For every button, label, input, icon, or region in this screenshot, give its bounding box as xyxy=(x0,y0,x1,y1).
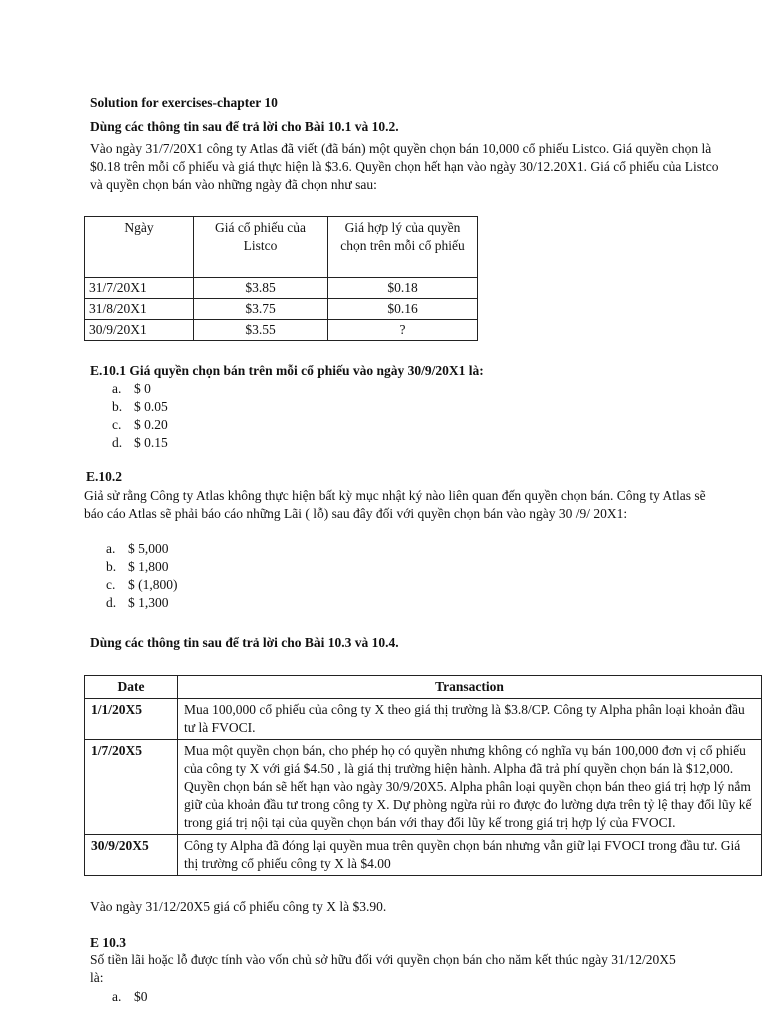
table-cell: $0.16 xyxy=(328,299,478,320)
option-item xyxy=(112,380,168,398)
option-text: $ 1,800 xyxy=(128,559,169,574)
table-row xyxy=(85,699,762,740)
option-text: $ 0.05 xyxy=(134,399,168,414)
question-10-2-options xyxy=(106,540,178,612)
option-letter: a. xyxy=(112,381,122,396)
table-cell: $3.85 xyxy=(194,278,328,299)
header-cell: Ngày xyxy=(85,217,194,278)
option-text: $ 0 xyxy=(134,381,151,396)
option-text: $ 1,300 xyxy=(128,595,169,610)
option-item xyxy=(112,988,148,1006)
transaction-table xyxy=(84,675,762,876)
option-text: $ 0.15 xyxy=(134,435,168,450)
option-letter: c. xyxy=(112,417,122,432)
header-cell: Giá cổ phiếu của Listco xyxy=(194,217,328,278)
question-10-3-title: E 10.3 xyxy=(90,935,127,950)
option-item xyxy=(106,594,178,612)
option-text: $ 0.20 xyxy=(134,417,168,432)
option-item xyxy=(112,398,168,416)
document-title: Solution for exercises-chapter 10 xyxy=(90,95,278,110)
option-item xyxy=(112,416,168,434)
option-letter: c. xyxy=(106,577,116,592)
table-cell: $0.18 xyxy=(328,278,478,299)
transaction-cell: Mua 100,000 cổ phiếu của công ty X theo giá thị trường là $3.8/CP. Công ty Alpha phân loại khoản đầu tư là FVOCI. xyxy=(178,699,762,740)
section-heading-2: Dùng các thông tin sau để trả lời cho Bài 10.3 và 10.4. xyxy=(90,635,399,650)
question-10-1-title: E.10.1 Giá quyền chọn bán trên mỗi cổ phiếu vào ngày 30/9/20X1 là: xyxy=(90,363,484,378)
intro-paragraph: Vào ngày 31/7/20X1 công ty Atlas đã viết (đã bán) một quyền chọn bán 10,000 cổ phiếu Listco. Giá quyền chọn là $0.18 trên mỗi cổ phiếu và giá thực hiện là $3.6. Quyền chọn hết hạn vào ngày 30/12.20X1. Giá cổ phiếu của Listco và quyền chọn bán vào những ngày đã chọn như sau: xyxy=(90,141,719,192)
option-letter: a. xyxy=(112,989,122,1004)
option-letter: b. xyxy=(112,399,123,414)
stock-price-table xyxy=(84,216,478,341)
transaction-cell: Công ty Alpha đã đóng lại quyền mua trên quyền chọn bán nhưng vẫn giữ lại FVOCI trong đầu tư. Giá thị trường cổ phiếu công ty X là $4.00 xyxy=(178,835,762,876)
option-letter: d. xyxy=(112,435,123,450)
question-10-2-title: E.10.2 xyxy=(86,469,123,484)
table-cell: $3.55 xyxy=(194,320,328,341)
option-text: $ (1,800) xyxy=(128,577,178,592)
date-cell: 1/1/20X5 xyxy=(85,699,178,740)
table-cell: 31/7/20X1 xyxy=(85,278,194,299)
table-row xyxy=(85,740,762,835)
table-cell: 30/9/20X1 xyxy=(85,320,194,341)
table-cell: $3.75 xyxy=(194,299,328,320)
header-cell: Transaction xyxy=(178,676,762,699)
question-10-1-options xyxy=(112,380,168,452)
table-row xyxy=(85,320,478,341)
table-row xyxy=(85,299,478,320)
option-text: $ 5,000 xyxy=(128,541,169,556)
header-cell: Date xyxy=(85,676,178,699)
table-cell: 31/8/20X1 xyxy=(85,299,194,320)
table-row xyxy=(85,278,478,299)
table-header-row xyxy=(85,676,762,699)
option-item xyxy=(106,576,178,594)
option-letter: b. xyxy=(106,559,117,574)
question-10-3-options xyxy=(112,988,148,1006)
transaction-cell: Mua một quyền chọn bán, cho phép họ có quyền nhưng không có nghĩa vụ bán 100,000 đơn vị cổ phiếu của công ty X với giá $4.50 , là giá thị trường hiện hành. Alpha đã trả phí quyền chọn bán là $12,000. Quyền chọn bán sẽ hết hạn vào ngày 30/9/20X5. Alpha phân loại quyền chọn bán theo giá trị hợp lý nắm giữ của khoản đầu tư trong công ty X. Dự phòng ngừa rủi ro được đo lường dựa trên tỷ lệ thay đổi lũy kế trong giá trị nội tại của quyền chọn bán với thay đổi lũy kế trong giá trị hợp lý của FVOCI. xyxy=(178,740,762,835)
option-item xyxy=(112,434,168,452)
option-text: $0 xyxy=(134,989,148,1004)
question-10-3-text: Số tiền lãi hoặc lỗ được tính vào vốn chủ sở hữu đối với quyền chọn bán cho năm kết thúc ngày 31/12/20X5 là: xyxy=(90,952,676,985)
option-item xyxy=(106,558,178,576)
date-cell: 30/9/20X5 xyxy=(85,835,178,876)
table-header-row xyxy=(85,217,478,278)
header-cell: Giá hợp lý của quyền chọn trên mỗi cổ phiếu xyxy=(328,217,478,278)
price-note: Vào ngày 31/12/20X5 giá cổ phiếu công ty X là $3.90. xyxy=(90,899,387,914)
option-letter: d. xyxy=(106,595,117,610)
option-item xyxy=(106,540,178,558)
option-letter: a. xyxy=(106,541,116,556)
table-cell: ? xyxy=(328,320,478,341)
table-row xyxy=(85,835,762,876)
section-heading-1: Dùng các thông tin sau để trả lời cho Bài 10.1 và 10.2. xyxy=(90,119,399,134)
question-10-2-text: Giả sử rằng Công ty Atlas không thực hiện bất kỳ mục nhật ký nào liên quan đến quyền chọn bán. Công ty Atlas sẽ báo cáo Atlas sẽ phải báo cáo những Lãi ( lỗ) sau đây đối với quyền chọn bán vào ngày 30 /9/ 20X1: xyxy=(84,488,706,521)
date-cell: 1/7/20X5 xyxy=(85,740,178,835)
